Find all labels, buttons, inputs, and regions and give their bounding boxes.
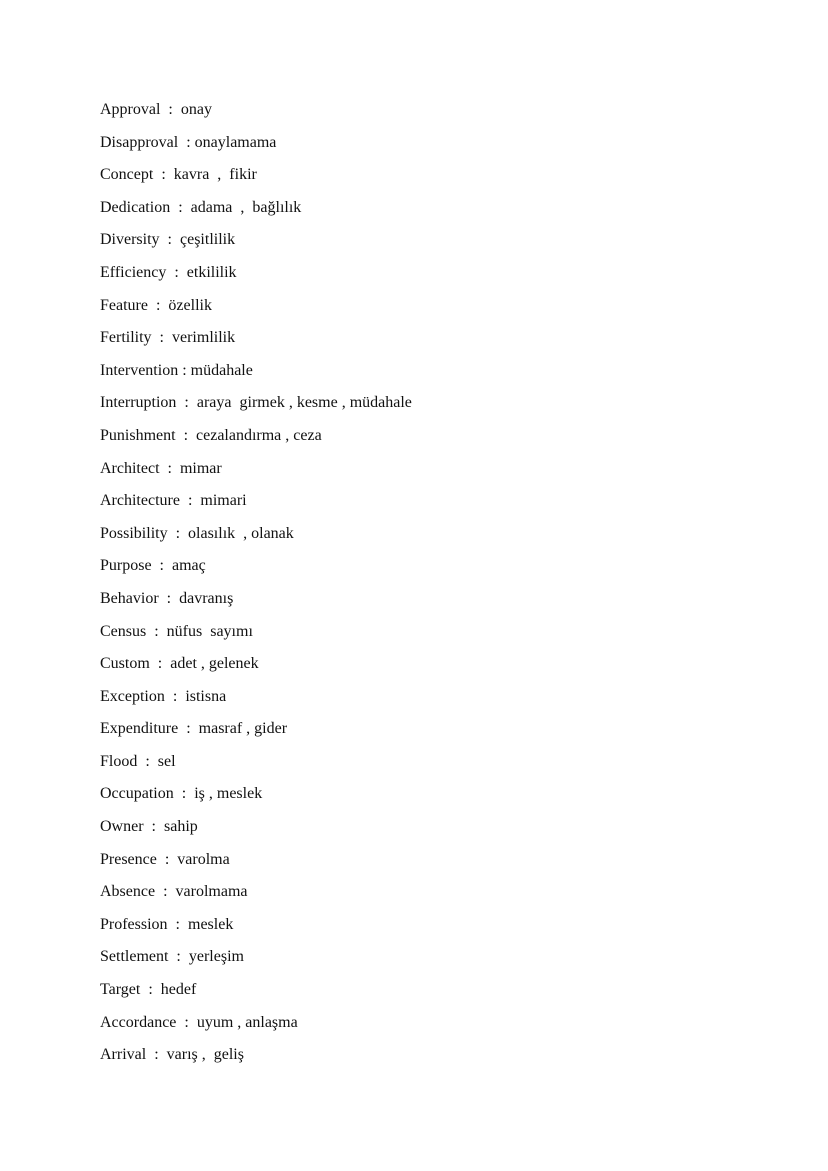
vocab-entry: Purpose : amaç <box>100 557 206 575</box>
vocabulary-list <box>100 97 412 1075</box>
vocab-entry: Possibility : olasılık , olanak <box>100 524 294 542</box>
vocab-entry: Custom : adet , gelenek <box>100 655 259 673</box>
vocab-entry: Approval : onay <box>100 101 212 118</box>
vocab-entry: Intervention : müdahale <box>100 361 253 379</box>
vocab-entry: Settlement : yerleşim <box>100 948 244 966</box>
vocab-entry: Profession : meslek <box>100 915 234 933</box>
vocab-entry: Exception : istisna <box>100 687 227 705</box>
vocab-entry: Census : nüfus sayımı <box>100 622 253 640</box>
vocab-entry: Concept : kavra , fikir <box>100 166 257 184</box>
vocab-entry: Punishment : cezalandırma , ceza <box>100 426 322 444</box>
vocab-entry: Arrival : varış , geliş <box>100 1046 244 1064</box>
vocab-entry: Dedication : adama , bağlılık <box>100 198 302 216</box>
vocab-entry: Efficiency : etkililik <box>100 263 237 281</box>
vocab-entry: Behavior : davranış <box>100 589 234 607</box>
vocab-entry: Target : hedef <box>100 981 197 999</box>
vocab-entry: Occupation : iş , meslek <box>100 785 263 803</box>
vocab-entry: Expenditure : masraf , gider <box>100 720 288 738</box>
vocab-entry: Interruption : araya girmek , kesme , müdahale <box>100 394 412 412</box>
vocab-entry: Flood : sel <box>100 752 176 770</box>
vocab-entry: Feature : özellik <box>100 296 212 314</box>
vocab-entry: Disapproval : onaylamama <box>100 133 277 151</box>
vocab-entry: Diversity : çeşitlilik <box>100 231 236 249</box>
vocab-entry: Architect : mimar <box>100 459 222 477</box>
vocab-entry: Architecture : mimari <box>100 492 247 510</box>
vocab-entry: Absence : varolmama <box>100 883 248 901</box>
vocab-entry: Owner : sahip <box>100 818 198 836</box>
vocab-entry: Accordance : uyum , anlaşma <box>100 1013 298 1031</box>
vocab-entry: Fertility : verimlilik <box>100 329 236 347</box>
vocab-entry: Presence : varolma <box>100 850 230 868</box>
